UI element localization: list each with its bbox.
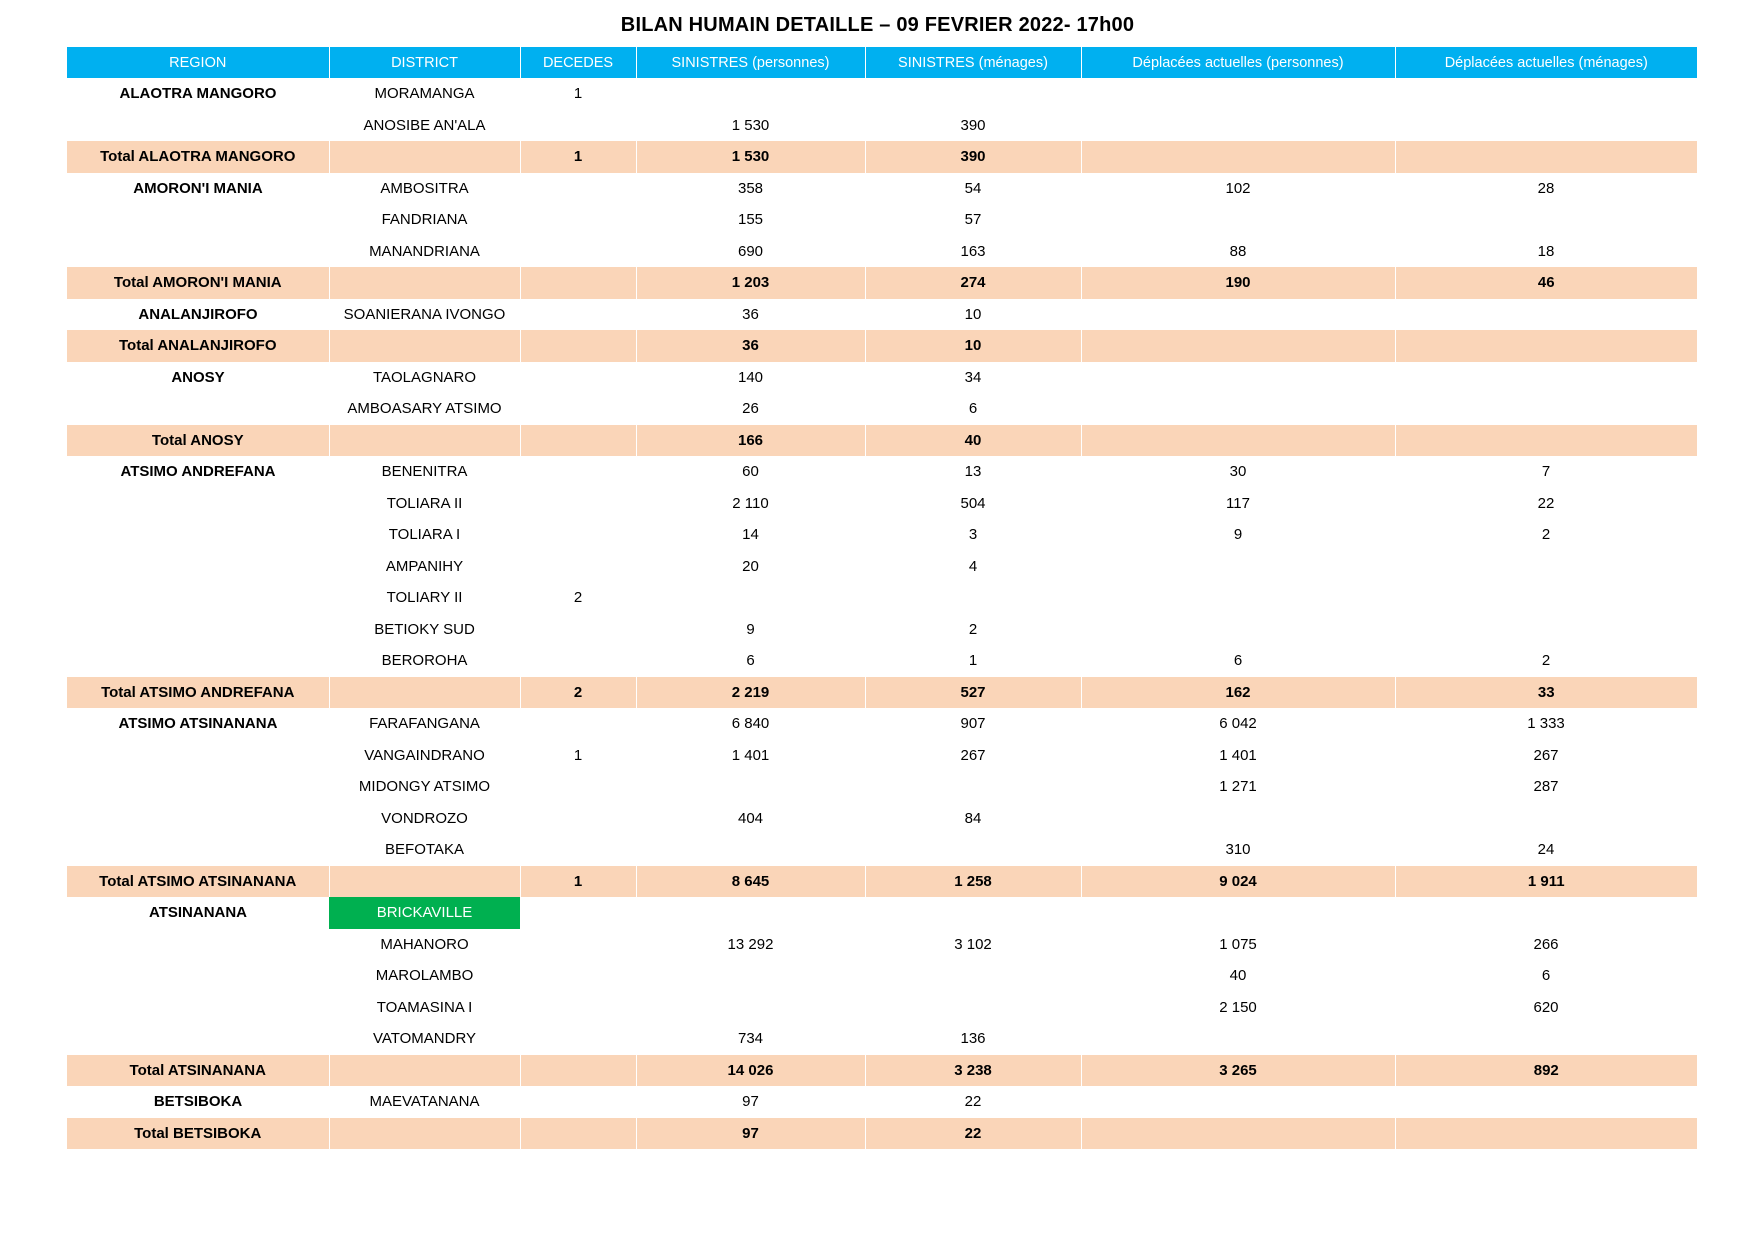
sinistres-menages-cell: 390 xyxy=(865,141,1081,173)
district-cell xyxy=(329,866,520,898)
table-row xyxy=(67,299,1697,331)
table-row xyxy=(67,834,1697,866)
deplacees-menages-cell: 33 xyxy=(1395,677,1697,709)
sinistres-menages-cell: 267 xyxy=(960,746,986,764)
sinistres-personnes-cell: 6 xyxy=(746,652,755,670)
sinistres-personnes-cell: 155 xyxy=(737,211,764,229)
sinistres-menages-cell xyxy=(865,960,1081,992)
district-cell xyxy=(329,1055,520,1087)
header-deplacees-menages: Déplacées actuelles (ménages) xyxy=(1395,47,1697,78)
district-cell: TOAMASINA I xyxy=(376,998,473,1016)
table-row xyxy=(67,362,1697,394)
decedes-cell xyxy=(520,992,636,1024)
region-cell: Total ATSIMO ANDREFANA xyxy=(67,677,329,709)
decedes-cell xyxy=(520,236,636,268)
sinistres-personnes-cell: 1 530 xyxy=(636,141,865,173)
deplacees-personnes-cell: 9 024 xyxy=(1081,866,1395,898)
deplacees-menages-cell: 1 911 xyxy=(1395,866,1697,898)
deplacees-menages-cell: 2 xyxy=(1541,526,1551,544)
deplacees-menages-cell xyxy=(1395,330,1697,362)
district-cell: MORAMANGA xyxy=(374,85,475,103)
deplacees-personnes-cell: 2 150 xyxy=(1219,998,1257,1016)
sinistres-personnes-cell xyxy=(636,78,865,110)
sinistres-personnes-cell: 20 xyxy=(742,557,759,575)
decedes-cell: 1 xyxy=(573,85,583,103)
table-row xyxy=(67,551,1697,583)
sinistres-menages-cell xyxy=(865,897,1081,929)
district-cell: FARAFANGANA xyxy=(369,715,480,733)
deplacees-menages-cell: 1 333 xyxy=(1527,715,1565,733)
deplacees-personnes-cell xyxy=(1081,204,1395,236)
region-cell xyxy=(67,740,329,772)
sinistres-personnes-cell: 1 203 xyxy=(636,267,865,299)
deplacees-personnes-cell: 190 xyxy=(1081,267,1395,299)
district-cell xyxy=(329,425,520,457)
table-row xyxy=(67,645,1697,677)
deplacees-menages-cell: 24 xyxy=(1537,841,1555,859)
sinistres-menages-cell: 40 xyxy=(865,425,1081,457)
deplacees-personnes-cell xyxy=(1081,1023,1395,1055)
decedes-cell xyxy=(520,425,636,457)
deplacees-personnes-cell xyxy=(1081,330,1395,362)
header-decedes: DECEDES xyxy=(520,47,636,78)
sinistres-menages-cell: 504 xyxy=(960,494,986,512)
sinistres-menages-cell: 57 xyxy=(964,211,982,229)
bilan-table xyxy=(67,47,1697,1149)
table-row xyxy=(67,740,1697,772)
district-cell: TOLIARY II xyxy=(386,589,463,607)
district-cell: AMPANIHY xyxy=(385,557,464,575)
sinistres-personnes-cell xyxy=(636,897,865,929)
sinistres-personnes-cell: 13 292 xyxy=(727,935,774,953)
sinistres-menages-cell: 274 xyxy=(865,267,1081,299)
table-row xyxy=(67,78,1697,110)
deplacees-personnes-cell xyxy=(1081,393,1395,425)
district-cell: TAOLAGNARO xyxy=(372,368,477,386)
district-cell: TOLIARA I xyxy=(388,526,461,544)
district-cell: MAEVATANANA xyxy=(369,1093,480,1111)
region-cell xyxy=(67,110,329,142)
sinistres-personnes-cell: 9 xyxy=(746,620,755,638)
sinistres-menages-cell xyxy=(865,78,1081,110)
district-cell: BRICKAVILLE xyxy=(329,897,520,929)
region-cell xyxy=(67,551,329,583)
sinistres-menages-cell: 3 238 xyxy=(865,1055,1081,1087)
sinistres-personnes-cell xyxy=(636,960,865,992)
sinistres-menages-cell: 10 xyxy=(865,330,1081,362)
region-cell: Total ATSINANANA xyxy=(67,1055,329,1087)
region-cell: ALAOTRA MANGORO xyxy=(119,85,277,103)
sinistres-menages-cell: 13 xyxy=(964,463,982,481)
decedes-cell xyxy=(520,267,636,299)
decedes-cell xyxy=(520,834,636,866)
sinistres-personnes-cell: 60 xyxy=(742,463,759,481)
region-cell: ANOSY xyxy=(171,368,225,386)
sinistres-personnes-cell: 140 xyxy=(737,368,764,386)
sinistres-menages-cell: 34 xyxy=(964,368,982,386)
deplacees-personnes-cell xyxy=(1081,1086,1395,1118)
deplacees-menages-cell xyxy=(1395,110,1697,142)
header-sinistres-menages: SINISTRES (ménages) xyxy=(865,47,1081,78)
region-cell xyxy=(67,236,329,268)
region-cell: ATSIMO ANDREFANA xyxy=(120,463,276,481)
deplacees-personnes-cell xyxy=(1081,78,1395,110)
region-cell xyxy=(67,393,329,425)
sinistres-menages-cell: 54 xyxy=(964,179,982,197)
deplacees-menages-cell xyxy=(1395,362,1697,394)
decedes-cell xyxy=(520,299,636,331)
sinistres-menages-cell: 390 xyxy=(960,116,986,134)
deplacees-personnes-cell: 3 265 xyxy=(1081,1055,1395,1087)
deplacees-personnes-cell: 1 075 xyxy=(1219,935,1257,953)
decedes-cell xyxy=(520,803,636,835)
table-row xyxy=(67,488,1697,520)
sinistres-personnes-cell xyxy=(636,992,865,1024)
sinistres-menages-cell xyxy=(865,834,1081,866)
region-cell: ANALANJIROFO xyxy=(138,305,258,323)
deplacees-personnes-cell: 30 xyxy=(1229,463,1247,481)
sinistres-personnes-cell xyxy=(636,771,865,803)
deplacees-personnes-cell: 6 042 xyxy=(1219,715,1257,733)
table-row xyxy=(67,992,1697,1024)
decedes-cell xyxy=(520,960,636,992)
district-cell: BEFOTAKA xyxy=(385,841,464,859)
sinistres-menages-cell: 4 xyxy=(968,557,978,575)
deplacees-personnes-cell xyxy=(1081,299,1395,331)
district-cell: BEROROHA xyxy=(381,652,468,670)
decedes-cell xyxy=(520,708,636,740)
sinistres-personnes-cell xyxy=(636,834,865,866)
deplacees-personnes-cell xyxy=(1081,897,1395,929)
sinistres-menages-cell: 907 xyxy=(960,715,986,733)
decedes-cell xyxy=(520,456,636,488)
deplacees-personnes-cell xyxy=(1081,425,1395,457)
table-row xyxy=(67,110,1697,142)
district-cell xyxy=(329,677,520,709)
sinistres-personnes-cell: 97 xyxy=(636,1118,865,1150)
deplacees-menages-cell xyxy=(1395,582,1697,614)
deplacees-personnes-cell: 1 401 xyxy=(1219,746,1257,764)
table-row xyxy=(67,1023,1697,1055)
decedes-cell xyxy=(520,1086,636,1118)
table-row xyxy=(67,519,1697,551)
deplacees-menages-cell xyxy=(1395,78,1697,110)
decedes-cell xyxy=(520,1118,636,1150)
header-sinistres-personnes: SINISTRES (personnes) xyxy=(636,47,865,78)
region-cell xyxy=(67,929,329,961)
sinistres-personnes-cell: 8 645 xyxy=(636,866,865,898)
decedes-cell xyxy=(520,897,636,929)
deplacees-menages-cell: 6 xyxy=(1541,967,1551,985)
deplacees-menages-cell xyxy=(1395,897,1697,929)
table-row xyxy=(67,236,1697,268)
sinistres-menages-cell: 84 xyxy=(964,809,982,827)
deplacees-menages-cell: 620 xyxy=(1533,998,1559,1016)
region-cell: ATSINANANA xyxy=(148,904,248,922)
total-row xyxy=(67,425,1697,457)
deplacees-personnes-cell: 162 xyxy=(1081,677,1395,709)
district-cell: MIDONGY ATSIMO xyxy=(358,778,491,796)
region-cell xyxy=(67,488,329,520)
decedes-cell xyxy=(520,488,636,520)
sinistres-personnes-cell: 36 xyxy=(636,330,865,362)
table-row xyxy=(67,897,1697,929)
total-row xyxy=(67,1118,1697,1150)
deplacees-menages-cell: 22 xyxy=(1537,494,1555,512)
decedes-cell xyxy=(520,551,636,583)
sinistres-menages-cell: 136 xyxy=(960,1030,986,1048)
deplacees-personnes-cell xyxy=(1081,1118,1395,1150)
decedes-cell xyxy=(520,929,636,961)
sinistres-personnes-cell: 2 219 xyxy=(636,677,865,709)
deplacees-menages-cell xyxy=(1395,393,1697,425)
table-row xyxy=(67,173,1697,205)
deplacees-menages-cell xyxy=(1395,803,1697,835)
deplacees-personnes-cell: 310 xyxy=(1225,841,1251,859)
sinistres-menages-cell: 6 xyxy=(968,400,978,418)
sinistres-personnes-cell: 6 840 xyxy=(731,715,770,733)
deplacees-personnes-cell: 40 xyxy=(1229,967,1247,985)
total-row xyxy=(67,866,1697,898)
district-cell: TOLIARA II xyxy=(386,494,463,512)
sinistres-personnes-cell: 166 xyxy=(636,425,865,457)
header-district: DISTRICT xyxy=(329,47,520,78)
region-cell xyxy=(67,771,329,803)
decedes-cell: 1 xyxy=(520,866,636,898)
sinistres-personnes-cell: 36 xyxy=(742,305,759,323)
district-cell: BETIOKY SUD xyxy=(374,620,475,638)
header-region: REGION xyxy=(67,47,329,78)
deplacees-personnes-cell xyxy=(1081,362,1395,394)
region-cell: Total ATSIMO ATSINANANA xyxy=(67,866,329,898)
deplacees-personnes-cell: 9 xyxy=(1233,526,1243,544)
region-cell: AMORON'I MANIA xyxy=(133,179,263,197)
sinistres-menages-cell xyxy=(865,771,1081,803)
decedes-cell xyxy=(520,519,636,551)
district-cell xyxy=(329,267,520,299)
sinistres-menages-cell: 163 xyxy=(960,242,986,260)
sinistres-menages-cell: 22 xyxy=(865,1118,1081,1150)
deplacees-menages-cell: 28 xyxy=(1537,179,1555,197)
deplacees-personnes-cell xyxy=(1081,582,1395,614)
table-row xyxy=(67,582,1697,614)
table-row xyxy=(67,393,1697,425)
decedes-cell xyxy=(520,330,636,362)
decedes-cell xyxy=(520,204,636,236)
sinistres-menages-cell xyxy=(865,582,1081,614)
deplacees-menages-cell xyxy=(1395,204,1697,236)
table-row xyxy=(67,1086,1697,1118)
deplacees-personnes-cell xyxy=(1081,141,1395,173)
sinistres-personnes-cell: 734 xyxy=(737,1030,764,1048)
district-cell xyxy=(329,141,520,173)
deplacees-personnes-cell: 117 xyxy=(1226,494,1250,512)
district-cell: BENENITRA xyxy=(381,463,468,481)
deplacees-menages-cell xyxy=(1395,299,1697,331)
table-row xyxy=(67,614,1697,646)
district-cell: MANANDRIANA xyxy=(369,242,480,260)
district-cell: AMBOSITRA xyxy=(380,179,469,197)
total-row xyxy=(67,677,1697,709)
deplacees-personnes-cell: 6 xyxy=(1233,652,1243,670)
region-cell xyxy=(67,519,329,551)
region-cell: Total ANALANJIROFO xyxy=(67,330,329,362)
decedes-cell xyxy=(520,1055,636,1087)
decedes-cell: 1 xyxy=(573,746,583,764)
sinistres-personnes-cell: 1 530 xyxy=(731,116,770,134)
district-cell xyxy=(329,330,520,362)
district-cell xyxy=(329,1118,520,1150)
district-cell: MAHANORO xyxy=(380,935,469,953)
district-cell: MAROLAMBO xyxy=(375,967,474,985)
sinistres-personnes-cell: 404 xyxy=(737,809,764,827)
district-cell: VATOMANDRY xyxy=(372,1030,477,1048)
region-cell xyxy=(67,960,329,992)
deplacees-personnes-cell: 1 271 xyxy=(1219,778,1257,796)
table-row xyxy=(67,771,1697,803)
deplacees-menages-cell xyxy=(1395,1118,1697,1150)
region-cell: BETSIBOKA xyxy=(153,1093,243,1111)
district-cell: VANGAINDRANO xyxy=(364,746,485,764)
district-cell: AMBOASARY ATSIMO xyxy=(347,400,502,418)
district-cell: SOANIERANA IVONGO xyxy=(343,305,506,323)
deplacees-menages-cell xyxy=(1395,614,1697,646)
sinistres-menages-cell: 1 258 xyxy=(865,866,1081,898)
region-cell xyxy=(67,803,329,835)
sinistres-menages-cell: 22 xyxy=(964,1093,982,1111)
deplacees-personnes-cell xyxy=(1081,803,1395,835)
table-row xyxy=(67,708,1697,740)
sinistres-menages-cell: 3 xyxy=(968,526,978,544)
decedes-cell: 2 xyxy=(520,677,636,709)
decedes-cell: 2 xyxy=(573,589,583,607)
decedes-cell xyxy=(520,173,636,205)
district-cell: VONDROZO xyxy=(381,809,468,827)
decedes-cell xyxy=(520,614,636,646)
deplacees-personnes-cell xyxy=(1081,614,1395,646)
table-row xyxy=(67,960,1697,992)
total-row xyxy=(67,141,1697,173)
deplacees-menages-cell: 266 xyxy=(1533,935,1559,953)
deplacees-personnes-cell: 88 xyxy=(1229,242,1247,260)
table-row xyxy=(67,204,1697,236)
sinistres-personnes-cell xyxy=(636,582,865,614)
deplacees-menages-cell xyxy=(1395,551,1697,583)
sinistres-menages-cell: 527 xyxy=(865,677,1081,709)
total-row xyxy=(67,1055,1697,1087)
region-cell: Total ALAOTRA MANGORO xyxy=(67,141,329,173)
region-cell xyxy=(67,1023,329,1055)
sinistres-personnes-cell: 14 026 xyxy=(636,1055,865,1087)
page-title: BILAN HUMAIN DETAILLE – 09 FEVRIER 2022- 17h00 xyxy=(620,14,1135,36)
table-body xyxy=(67,78,1697,1149)
header-deplacees-personnes: Déplacées actuelles (personnes) xyxy=(1081,47,1395,78)
decedes-cell xyxy=(520,771,636,803)
region-cell xyxy=(67,204,329,236)
decedes-cell xyxy=(520,393,636,425)
deplacees-menages-cell: 7 xyxy=(1541,463,1551,481)
sinistres-personnes-cell: 26 xyxy=(742,400,759,418)
deplacees-menages-cell xyxy=(1395,1023,1697,1055)
sinistres-personnes-cell: 14 xyxy=(742,526,759,544)
district-cell: FANDRIANA xyxy=(381,211,468,229)
total-row xyxy=(67,267,1697,299)
decedes-cell: 1 xyxy=(520,141,636,173)
region-cell xyxy=(67,834,329,866)
region-cell xyxy=(67,992,329,1024)
sinistres-personnes-cell: 2 110 xyxy=(732,494,769,512)
region-cell xyxy=(67,614,329,646)
deplacees-menages-cell: 2 xyxy=(1541,652,1551,670)
sinistres-personnes-cell: 690 xyxy=(737,242,764,260)
region-cell: ATSIMO ATSINANANA xyxy=(118,715,278,733)
region-cell xyxy=(67,582,329,614)
table-row xyxy=(67,929,1697,961)
region-cell xyxy=(67,645,329,677)
table-row xyxy=(67,456,1697,488)
total-row xyxy=(67,330,1697,362)
deplacees-menages-cell xyxy=(1395,1086,1697,1118)
sinistres-personnes-cell: 358 xyxy=(737,179,764,197)
sinistres-menages-cell: 2 xyxy=(968,620,978,638)
table-row xyxy=(67,803,1697,835)
district-cell: ANOSIBE AN'ALA xyxy=(363,116,486,134)
table-header-row xyxy=(67,47,1697,78)
deplacees-menages-cell: 287 xyxy=(1533,778,1559,796)
sinistres-personnes-cell: 97 xyxy=(742,1093,759,1111)
deplacees-personnes-cell xyxy=(1081,110,1395,142)
decedes-cell xyxy=(520,1023,636,1055)
region-cell: Total AMORON'I MANIA xyxy=(67,267,329,299)
decedes-cell xyxy=(520,645,636,677)
deplacees-menages-cell xyxy=(1395,141,1697,173)
region-cell: Total BETSIBOKA xyxy=(67,1118,329,1150)
sinistres-menages-cell: 3 102 xyxy=(954,935,992,953)
decedes-cell xyxy=(520,362,636,394)
region-cell: Total ANOSY xyxy=(67,425,329,457)
deplacees-personnes-cell xyxy=(1081,551,1395,583)
deplacees-personnes-cell: 102 xyxy=(1225,179,1251,197)
sinistres-menages-cell xyxy=(865,992,1081,1024)
deplacees-menages-cell: 18 xyxy=(1537,242,1555,260)
deplacees-menages-cell: 267 xyxy=(1533,746,1559,764)
deplacees-menages-cell: 46 xyxy=(1395,267,1697,299)
deplacees-menages-cell xyxy=(1395,425,1697,457)
deplacees-menages-cell: 892 xyxy=(1395,1055,1697,1087)
sinistres-personnes-cell: 1 401 xyxy=(731,746,770,764)
sinistres-menages-cell: 1 xyxy=(968,652,978,670)
decedes-cell xyxy=(520,110,636,142)
sinistres-menages-cell: 10 xyxy=(964,305,982,323)
